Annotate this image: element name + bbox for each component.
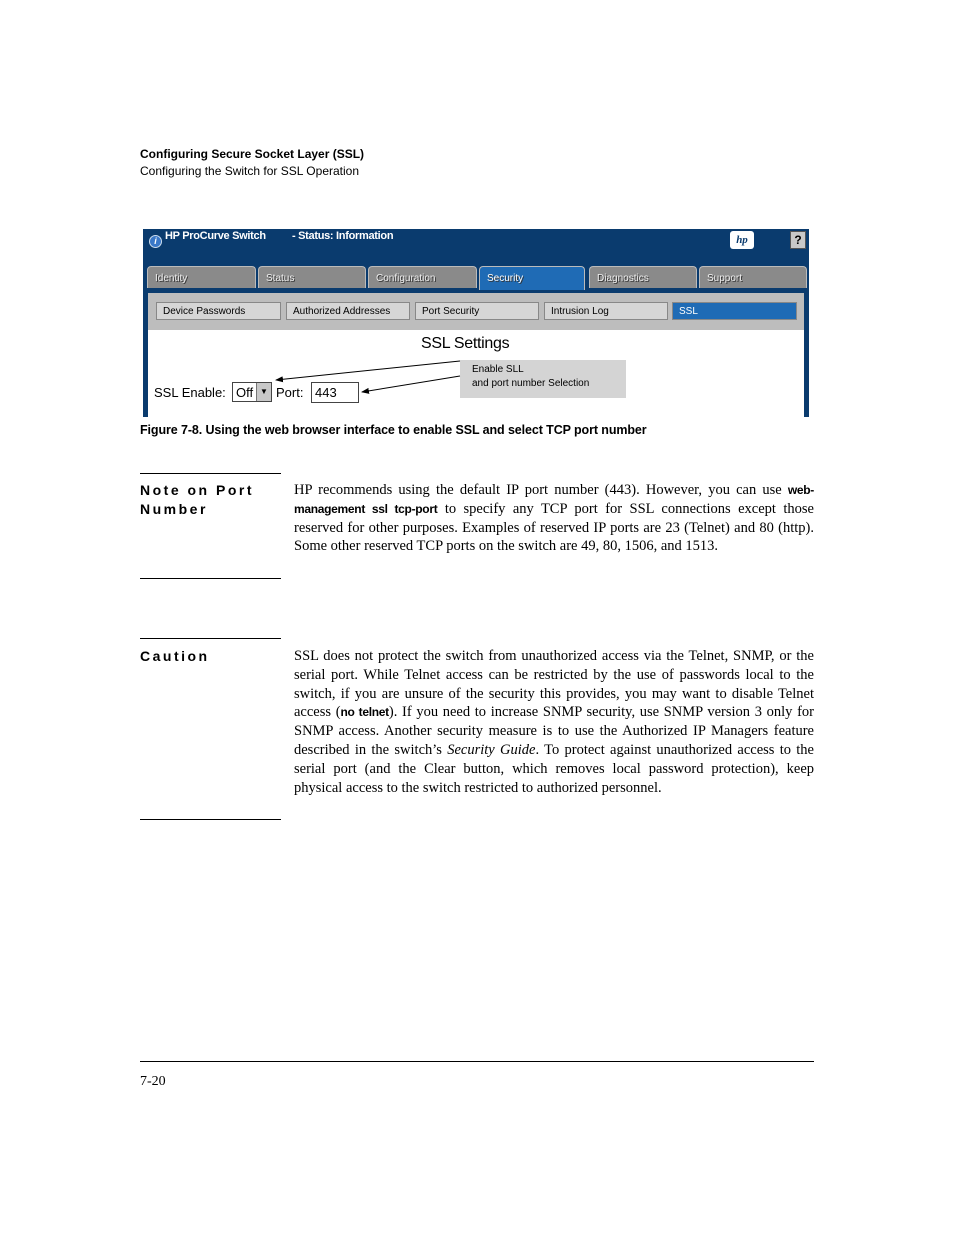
tab-security[interactable]: Security: [479, 266, 585, 290]
info-icon: i: [149, 235, 162, 248]
screenshot-figure: [143, 229, 809, 417]
main-tabs: [147, 266, 809, 290]
note-text: [294, 481, 814, 556]
content-panel: [148, 293, 804, 417]
tab-support[interactable]: Support: [699, 266, 807, 288]
callout-arrows: [148, 293, 804, 417]
ssl-settings-title: SSL Settings: [421, 335, 510, 352]
app-header-bar: [143, 229, 809, 261]
ssl-enable-label: SSL Enable:: [154, 385, 226, 400]
caution-text: [294, 647, 814, 797]
dropdown-arrow-icon[interactable]: ▼: [256, 383, 271, 401]
caution-text-part-3: . To protect against unauthorized access to the serial port (and the Clear button, which removes local password protection), keep physical access to the switch restricted to authorized personnel.: [294, 741, 814, 796]
subtab-intrusion-log[interactable]: Intrusion Log: [544, 302, 668, 320]
subtab-device-passwords[interactable]: Device Passwords: [156, 302, 281, 320]
note-text-part-2: to specify any TCP port for SSL connections except those reserved for other purposes. Examples of reserved IP ports are 23 (Telnet) and 80 (http). Some other reserved TCP ports on the switch are 49, 80, 1506, and 1513.: [294, 500, 814, 555]
callout-line-1: Enable SLL: [472, 364, 524, 375]
section-header: Configuring the Switch for SSL Operation: [140, 164, 360, 178]
caution-bottom-rule: [140, 819, 281, 820]
figure-caption: Figure 7-8. Using the web browser interface to enable SSL and select TCP port number: [140, 423, 647, 437]
note-text-part-1: HP recommends using the default IP port number (443). However, you can use: [294, 482, 788, 498]
tab-identity[interactable]: Identity: [147, 266, 256, 288]
caution-text-part-1: SSL does not protect the switch from unauthorized access via the Telnet, SNMP, or the serial port. While Telnet access can be restricted by the use of passwords local to the switch, if you are unsure of the security this provides, you may want to disable Telnet access (: [294, 648, 814, 721]
note-label-line-2: Number: [140, 501, 208, 517]
security-guide-title: Security Guide: [447, 741, 536, 758]
note-command: web-management ssl tcp-port: [294, 483, 814, 516]
subtab-port-security[interactable]: Port Security: [415, 302, 539, 320]
caution-label: Caution: [140, 648, 210, 664]
caution-text-part-2: ). If you need to increase SNMP security, use SNMP version 3 only for SNMP access. Another security measure is to use the Authorized IP Managers feature described in the switch’s: [294, 704, 814, 758]
caution-command: no telnet: [340, 705, 389, 720]
help-button[interactable]: ?: [790, 231, 806, 249]
arrow-to-port: [362, 376, 460, 392]
tab-configuration[interactable]: Configuration: [368, 266, 477, 288]
note-top-rule: [140, 473, 281, 474]
hp-logo: hp: [730, 231, 754, 249]
subtab-authorized-addresses[interactable]: Authorized Addresses: [286, 302, 410, 320]
note-label: [140, 481, 254, 519]
tab-diagnostics[interactable]: Diagnostics: [589, 266, 697, 288]
footer-rule: [140, 1061, 814, 1062]
callout-line-2: and port number Selection: [472, 378, 590, 389]
port-input[interactable]: 443: [311, 382, 359, 403]
note-bottom-rule: [140, 578, 281, 579]
arrow-to-ssl-enable: [276, 361, 460, 380]
tab-status[interactable]: Status: [258, 266, 366, 288]
page-number: 7-20: [140, 1074, 166, 1089]
port-label: Port:: [276, 385, 304, 400]
status-text: - Status: Information: [292, 230, 394, 242]
subtab-ssl[interactable]: SSL: [672, 302, 797, 320]
chapter-header: Configuring Secure Socket Layer (SSL): [140, 147, 365, 161]
note-label-line-1: Note on Port: [140, 482, 254, 498]
app-title: HP ProCurve Switch: [165, 230, 266, 242]
ssl-enable-value: Off: [236, 385, 254, 400]
caution-top-rule: [140, 638, 281, 639]
